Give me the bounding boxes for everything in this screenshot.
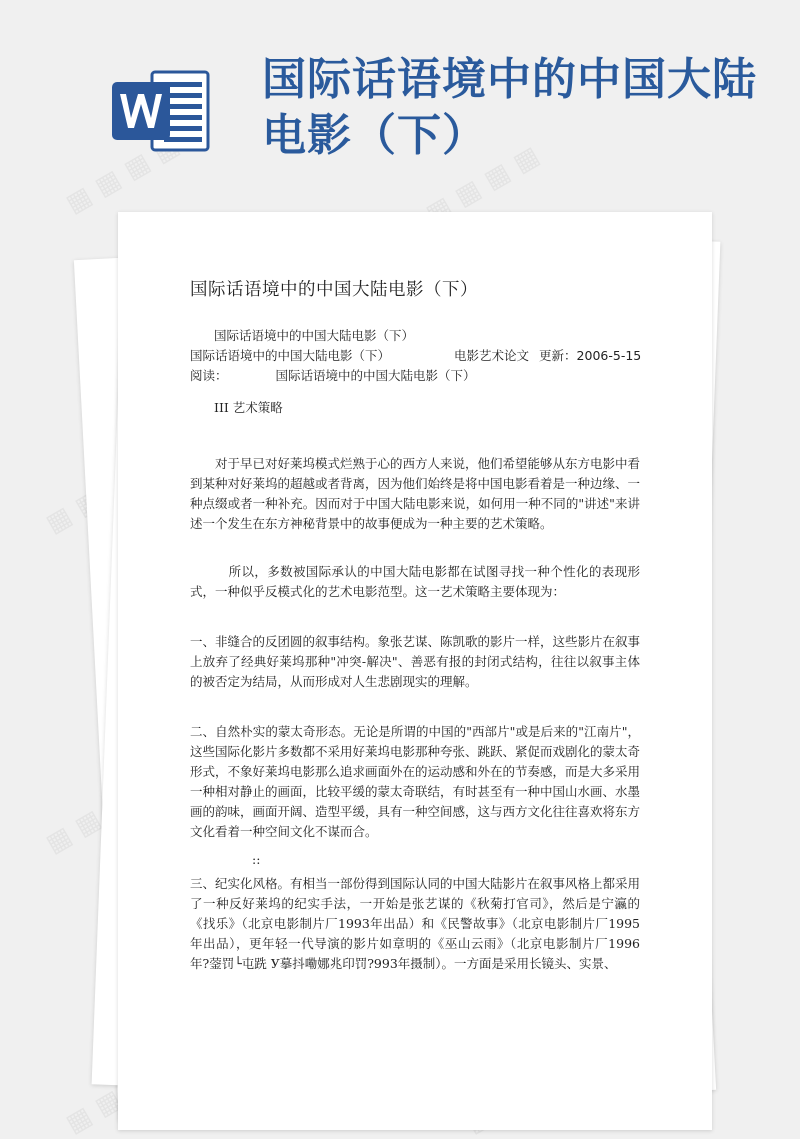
header-title: 国际话语境中的中国大陆电影（下） bbox=[262, 54, 757, 161]
meta-article-title: 国际话语境中的中国大陆电影（下） bbox=[190, 348, 391, 363]
watermark: ▦ ▦ ▦ ▦ bbox=[420, 140, 545, 230]
meta-update-label: 更新： bbox=[539, 348, 577, 363]
section-heading: III 艺术策略 bbox=[214, 400, 283, 415]
paragraph: 二、自然朴实的蒙太奇形态。无论是所谓的中国的"西部片"或是后来的"江南片"，这些国际化影片多数都不采用好莱坞电影那种夸张、跳跃、紧促而戏剧化的蒙太奇形式，不象好莱坞电影那么追求画面外在的运动感和外在的节奏感，而是大多采用一种相对静止的画面，比较平缓的蒙太奇联结，有时甚至有一种中国山水画、水墨画的韵味，画面开阔、造型平缓，具有一种空间感，这与西方文化往往喜欢将东方文化看着一种空间文化不谋而合。 bbox=[190, 724, 641, 839]
meta-category: 电影艺术论文 bbox=[454, 348, 530, 363]
watermark: ▦ ▦ bbox=[60, 1084, 127, 1139]
word-document-icon bbox=[112, 68, 210, 154]
paragraph: 对于早已对好莱坞模式烂熟于心的西方人来说，他们希望能够从东方电影中看到某种对好莱坞的超越或者背离，因为他们始终是将中国电影看着是一种边缘、一种点缀或者一种补充。因而对于中国大陆电影来说，如何用一种不同的"讲述"来讲述一个发生在东方神秘背景中的故事便成为一种主要的艺术策略。 bbox=[190, 456, 641, 531]
dot-marks: :: bbox=[252, 852, 261, 867]
meta-read-line bbox=[190, 366, 640, 386]
watermark: ▦ bbox=[40, 501, 78, 540]
watermark: ▦ ▦ ▦ ▦ bbox=[60, 130, 185, 220]
meta-info-line bbox=[190, 346, 640, 366]
watermark: ▦ ▦ bbox=[40, 804, 107, 860]
document-title: 国际话语境中的中国大陆电影（下） bbox=[190, 280, 478, 300]
paragraph: 一、非缝合的反团圆的叙事结构。象张艺谋、陈凯歌的影片一样，这些影片在叙事上放弃了经典好莱坞那种"冲突-解决"、善恶有报的封闭式结构，往往以叙事主体的被否定为结局，从而形成对人生悲剧现实的理解。 bbox=[190, 634, 641, 689]
meta-read-label: 阅读： bbox=[190, 368, 228, 383]
meta-date: 2006-5-15 bbox=[576, 348, 642, 363]
paragraph: 所以，多数被国际承认的中国大陆电影都在试图寻找一种个性化的表现形式，一种似乎反模式化的艺术电影范型。这一艺术策略主要体现为： bbox=[190, 564, 640, 599]
document-content bbox=[190, 280, 640, 974]
meta-read-title: 国际话语境中的中国大陆电影（下） bbox=[275, 368, 476, 383]
meta-title-line: 国际话语境中的中国大陆电影（下） bbox=[214, 328, 415, 343]
paragraph: 三、纪实化风格。有相当一部份得到国际认同的中国大陆影片在叙事风格上都采用了一种反好莱坞的纪实手法，一开始是张艺谋的《秋菊打官司》，然后是宁瀛的《找乐》（北京电影制片厂1993年出品）和《民警故事》（北京电影制片厂1995年出品），更年轻一代导演的影片如章明的《巫山云雨》（北京电影制片厂1996年?蓥罚└屯跣 У摹抖嘞娜兆印罚?993年摄制）。一方面是采用长镜头、实景、 bbox=[190, 876, 641, 971]
